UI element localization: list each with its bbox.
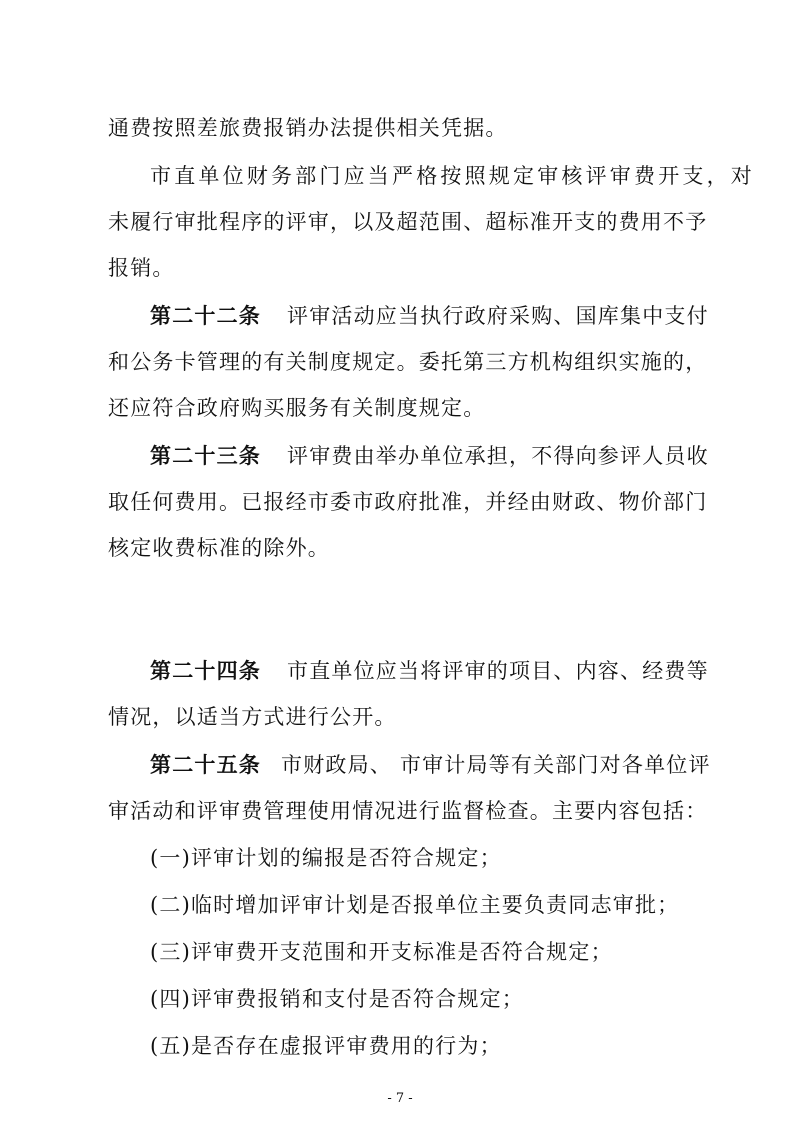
paragraph-line: 未履行审批程序的评审，以及超范围、超标准开支的费用不予 — [108, 210, 708, 234]
article-text: 评审活动应当执行政府采购、国库集中支付 — [287, 304, 709, 328]
article-number: 第二十二条 — [150, 303, 261, 328]
article-23 — [150, 441, 709, 471]
paragraph-line: 情况，以适当方式进行公开。 — [108, 705, 397, 729]
paragraph-line: 核定收费标准的除外。 — [108, 536, 330, 560]
article-number: 第二十四条 — [150, 658, 261, 683]
article-number: 第二十三条 — [150, 443, 261, 468]
article-text: 市财政局、 市审计局等有关部门对各单位评 — [281, 753, 711, 777]
article-24 — [150, 656, 709, 686]
chapter-heading — [0, 610, 800, 640]
list-item: (二)临时增加评审计划是否报单位主要负责同志审批； — [150, 893, 680, 917]
article-text: 评审费由举办单位承担，不得向参评人员收 — [287, 444, 709, 468]
article-number: 第二十五条 — [150, 752, 261, 777]
paragraph-line: 报销。 — [108, 256, 175, 280]
list-item: (三)评审费开支范围和开支标准是否符合规定； — [150, 940, 613, 964]
paragraph-line: 取任何费用。已报经市委市政府批准，并经由财政、物价部门 — [108, 490, 708, 514]
list-item: (五)是否存在虚报评审费用的行为； — [150, 1034, 502, 1058]
paragraph-line: 通费按照差旅费报销办法提供相关凭据。 — [108, 116, 508, 140]
list-item: (四)评审费报销和支付是否符合规定； — [150, 987, 524, 1011]
page-number: - 7 - — [387, 1091, 413, 1106]
paragraph-line: 审活动和评审费管理使用情况进行监督检查。主要内容包括： — [108, 799, 708, 823]
paragraph-line: 还应符合政府购买服务有关制度规定。 — [108, 396, 486, 420]
article-text: 市直单位应当将评审的项目、内容、经费等 — [287, 659, 709, 683]
article-22 — [150, 301, 709, 331]
list-item: (一)评审计划的编报是否符合规定； — [150, 846, 502, 870]
article-25 — [150, 750, 711, 780]
paragraph-line: 市直单位财务部门应当严格按照规定审核评审费开支，对 — [150, 164, 755, 188]
paragraph-line: 和公务卡管理的有关制度规定。委托第三方机构组织实施的， — [108, 350, 708, 374]
